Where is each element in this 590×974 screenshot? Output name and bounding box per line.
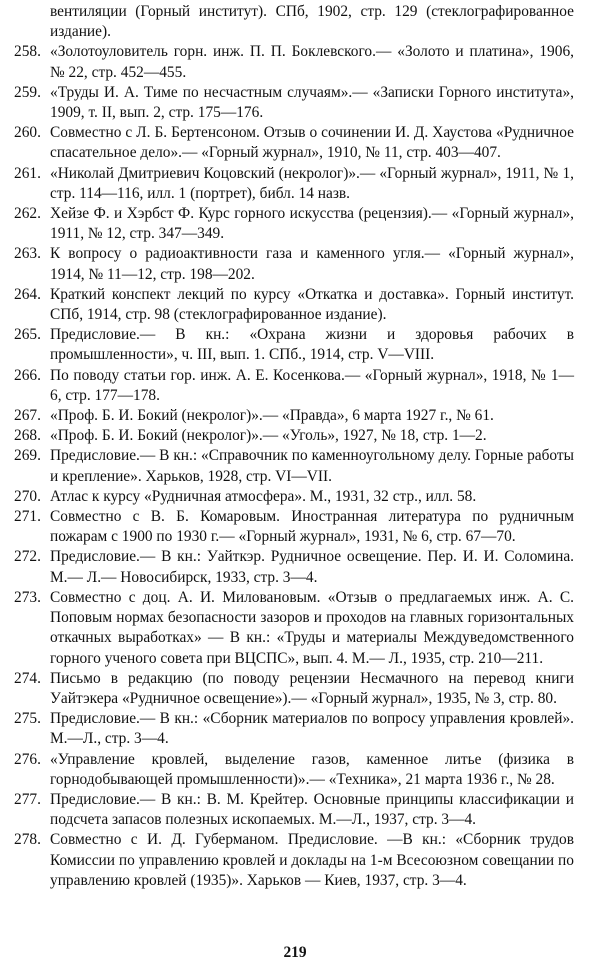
entry-text: К вопросу о радиоактивности газа и каменного угля.— «Горный журнал», 1914, № 11—12, стр. 198—202. (50, 245, 574, 283)
entry-number: 277. (14, 790, 41, 808)
entry-text: Совместно с доц. А. И. Миловановым. «Отзыв о предлагаемых инж. А. С. Поповым нормах безопасности зазоров и проходов на главных горизонтальных откачных выработках» — В кн.: «Труды и материалы Междуведомственного горного ученого совета при ВЦСПС», вып. 4. М.— Л., 1935, стр. 210—211. (50, 588, 574, 667)
entry-text: «Проф. Б. И. Бокий (некролог)».— «Уголь», 1927, № 18, стр. 1—2. (50, 427, 487, 445)
bibliography-entry (14, 123, 574, 163)
bibliography-entry (14, 426, 574, 446)
entry-number: 271. (14, 508, 41, 526)
bibliography-entry (14, 750, 574, 790)
entry-number: 267. (14, 407, 41, 425)
entry-text: Совместно с В. Б. Комаровым. Иностранная литература по рудничным пожарам с 1900 по 1930 г.— «Горный журнал», 1931, № 6, стр. 67—70. (50, 508, 574, 546)
entry-number: 258. (14, 43, 41, 61)
bibliography-entry (14, 42, 574, 82)
entry-number: 261. (14, 164, 41, 182)
entry-text: Предисловие.— В кн.: «Справочник по каменноугольному делу. Горные работы и крепление». Харьков, 1928, стр. VI—VII. (50, 447, 574, 485)
entry-number: 264. (14, 285, 41, 303)
entry-number: 274. (14, 669, 41, 687)
entry-text: Письмо в редакцию (по поводу рецензии Несмачного на перевод книги Уайтэкера «Рудничное освещение»).— «Горный журнал», 1935, № 3, стр. 80. (50, 669, 574, 707)
bibliography-entry (14, 204, 574, 244)
bibliography-entry (14, 285, 574, 325)
entry-text: Атлас к курсу «Рудничная атмосфера». М., 1931, 32 стр., илл. 58. (50, 487, 477, 505)
entry-number: 273. (14, 588, 41, 606)
entry-text: «Николай Дмитриевич Коцовский (некролог)».— «Горный журнал», 1911, № 1, стр. 114—116, илл. 1 (портрет), библ. 14 назв. (50, 164, 574, 202)
entry-text: Предисловие.— В кн.: «Сборник материалов по вопросу управления кровлей». М.—Л., стр. 3—4. (50, 710, 574, 748)
bibliography-entry (14, 366, 574, 406)
entry-text: Предисловие.— В кн.: В. М. Крейтер. Основные принципы классификации и подсчета запасов полезных ископаемых. М.—Л., 1937, стр. 3—4. (50, 790, 574, 829)
entry-text: Хейзе Ф. и Хэрбст Ф. Курс горного искусства (рецензия).— «Горный журнал», 1911, № 12, стр. 347—349. (50, 205, 574, 243)
bibliography-entry (14, 507, 574, 547)
entry-text: «Золотоуловитель горн. инж. П. П. Боклевского.— «Золото и платина», 1906, № 22, стр. 452—455. (50, 43, 574, 81)
bibliography-entry (14, 244, 574, 284)
entry-number: 278. (14, 831, 41, 849)
bibliography-entry (14, 669, 574, 709)
bibliography-entry (14, 325, 574, 365)
entry-number: 270. (14, 487, 41, 505)
entry-text: Совместно с Л. Б. Бертенсоном. Отзыв о сочинении И. Д. Хаустова «Рудничное спасательное дело».— «Горный журнал», 1910, № 11, стр. 403—407. (50, 124, 574, 162)
bibliography-entry (14, 547, 574, 587)
entry-number: 275. (14, 710, 41, 728)
entry-number: 263. (14, 245, 41, 263)
entry-text: «Проф. Б. И. Бокий (некролог)».— «Правда», 6 марта 1927 г., № 61. (50, 407, 494, 425)
bibliography-entry (14, 830, 574, 891)
entry-text: Предисловие.— В кн.: «Охрана жизни и здоровья рабочих в промышленности», ч. III, вып. 1. СПб., 1914, стр. V—VIII. (50, 326, 574, 364)
bibliography-entry (14, 790, 574, 830)
entry-text: Предисловие.— В кн.: Уайткэр. Рудничное освещение. Пер. И. И. Соломина. М.— Л.— Новосибирск, 1933, стр. 3—4. (50, 548, 574, 586)
entry-number: 269. (14, 447, 41, 465)
entry-number: 265. (14, 326, 41, 344)
entry-text: «Труды И. А. Тиме по несчастным случаям».— «Записки Горного института», 1909, т. II, вып. 2, стр. 175—176. (50, 83, 574, 122)
entry-number: 260. (14, 124, 41, 142)
bibliography-entry (14, 709, 574, 749)
entry-text: Совместно с И. Д. Губерманом. Предисловие. —В кн.: «Сборник трудов Комиссии по управлению кровлей и доклады на 1-м Всесоюзном совещании по управлению кровлей (1935)». Харьков — Киев, 1937, стр. 3—4. (50, 831, 574, 889)
entry-number: 259. (14, 83, 41, 101)
continued-entry-text: вентиляции (Горный институт). СПб, 1902, стр. 129 (стеклографированное издание). (50, 3, 574, 41)
page-number: 219 (283, 944, 307, 961)
entry-number: 276. (14, 750, 41, 768)
bibliography-entry (14, 487, 574, 507)
entry-number: 268. (14, 427, 41, 445)
entry-number: 266. (14, 366, 41, 384)
entry-text: Краткий конспект лекций по курсу «Откатка и доставка». Горный институт. СПб, 1914, стр. 98 (стеклографированное издание). (50, 285, 574, 324)
bibliography-entry (14, 406, 574, 426)
bibliography-entry (14, 83, 574, 123)
bibliography-entry (14, 164, 574, 204)
entry-number: 262. (14, 205, 41, 223)
entry-text: По поводу статьи гор. инж. А. Е. Косенкова.— «Горный журнал», 1918, № 1—6, стр. 177—178. (50, 366, 574, 404)
bibliography-entry (14, 588, 574, 669)
entry-text: «Управление кровлей, выделение газов, каменное литье (физика в горнодобывающей промышленности)».— «Техника», 21 марта 1936 г., № 28. (50, 750, 574, 788)
bibliography-list (14, 42, 574, 891)
entry-number: 272. (14, 548, 41, 566)
bibliography-entry (14, 446, 574, 486)
